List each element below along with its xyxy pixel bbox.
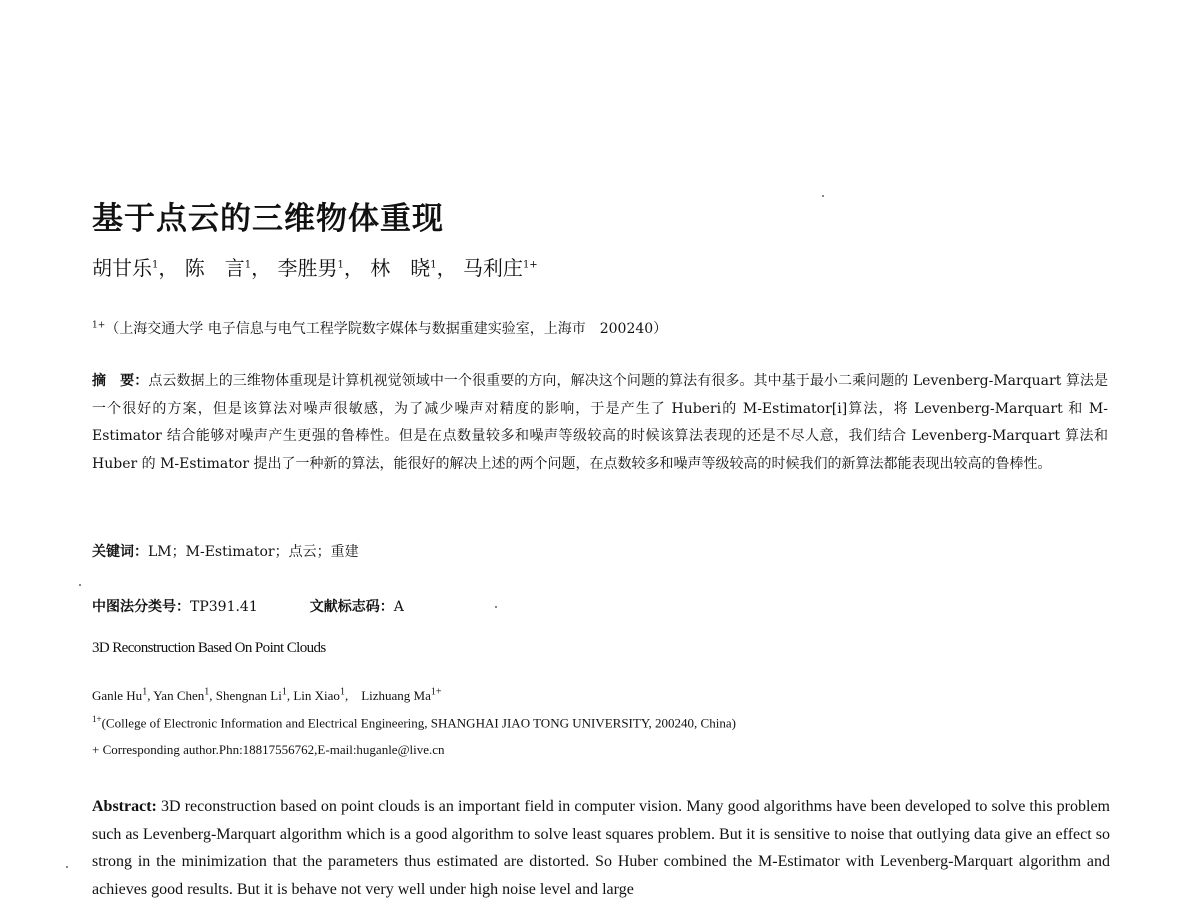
english-title: 3D Reconstruction Based On Point Clouds xyxy=(92,640,326,656)
scan-speck xyxy=(79,584,81,586)
doc-code-label: 文献标志码： xyxy=(309,599,394,615)
affiliation-en-text: (College of Electronic Information and Electrical Engineering, SHANGHAI JIAO TONG UNIVERSITY, 200240, China) xyxy=(101,715,736,731)
author: 李胜男$^1$， xyxy=(277,256,364,280)
scan-speck xyxy=(495,606,497,608)
affiliation-mark: 1+ xyxy=(92,320,106,331)
corresponding-author: + Corresponding author.Phn:18817556762,E-mail:huganle@live.cn xyxy=(92,742,445,757)
affiliation-text: （上海交通大学 电子信息与电气工程学院数字媒体与数据重建实验室，上海市 200240） xyxy=(105,321,668,337)
author-en: Ganle Hu$^1$, xyxy=(92,687,154,704)
author-en: Lizhuang $Ma^{1+}$ xyxy=(361,687,442,704)
author: 胡甘乐$^1$， xyxy=(92,256,179,280)
author-en: Lin Xiao$^1$, xyxy=(293,687,362,704)
author-list xyxy=(92,252,538,281)
abstract-label: 摘 要： xyxy=(92,373,149,389)
abstract-text: 点云数据上的三维物体重现是计算机视觉领域中一个很重要的方向，解决这个问题的算法有很多。其中基于最小二乘问题的 Levenberg-Marquart 算法是一个很好的方案，但是该算法对噪声很敏感，为了减少噪声对精度的影响，于是产生了 Huberi的 M-Estimator[i]算法，将 Levenberg-Marquart 和 M-Estimator 结合能够对噪声产生更强的鲁棒性。但是在点数量较多和噪声等级较高的时候该算法表现的还是不尽人意，我们结合 Levenberg-Marquart 算法和 Huber 的 M-Estimator 提出了一种新的算法，能很好的解决上述的两个问题，在点数较多和噪声等级较高的时候我们的新算法都能表现出较高的鲁棒性。 xyxy=(92,373,1109,472)
keywords-text: LM；M-Estimator；点云；重建 xyxy=(148,544,359,560)
affiliation-en xyxy=(92,714,736,731)
keywords-cn xyxy=(92,541,359,561)
abstract-cn xyxy=(92,368,1108,478)
paper-title: 基于点云的三维物体重现 xyxy=(92,201,444,237)
scan-speck xyxy=(66,866,68,868)
author-en: Yan Chen$^1$, xyxy=(153,687,216,704)
scan-speck xyxy=(822,195,824,197)
abstract-en-text: 3D reconstruction based on point clouds is an important field in computer vision. Many good algorithms have been developed to solve this problem such as Levenberg-Marquart algorithm which is a good algorithm to solve least squares problem. But it is sensitive to noise that outlying data give an effect so strong in the minimization that the parameters thus estimated are distorted. So Huber combined the M-Estimator with Levenberg-Marquart algorithm and achieves good results. But it is behave not very well under high noise level and large xyxy=(92,798,1110,898)
abstract-en-label: Abstract: xyxy=(92,798,157,815)
author: 林 晓$^1$， xyxy=(370,256,457,280)
keywords-label: 关键词： xyxy=(92,544,148,560)
abstract-en xyxy=(92,793,1110,903)
classification-line xyxy=(92,596,404,616)
clc-value: TP391.41 xyxy=(190,599,258,615)
affiliation-en-mark: 1+ xyxy=(92,714,102,724)
author: 陈 言$^1$， xyxy=(184,256,272,280)
author-list-en xyxy=(92,687,442,704)
clc-label: 中图法分类号： xyxy=(92,599,190,615)
author-en: Shengnan Li$^1$, xyxy=(215,687,294,704)
doc-code-value: A xyxy=(393,599,404,615)
author: 马利庄$^{1+}$ xyxy=(462,256,538,280)
affiliation-cn xyxy=(92,318,667,338)
